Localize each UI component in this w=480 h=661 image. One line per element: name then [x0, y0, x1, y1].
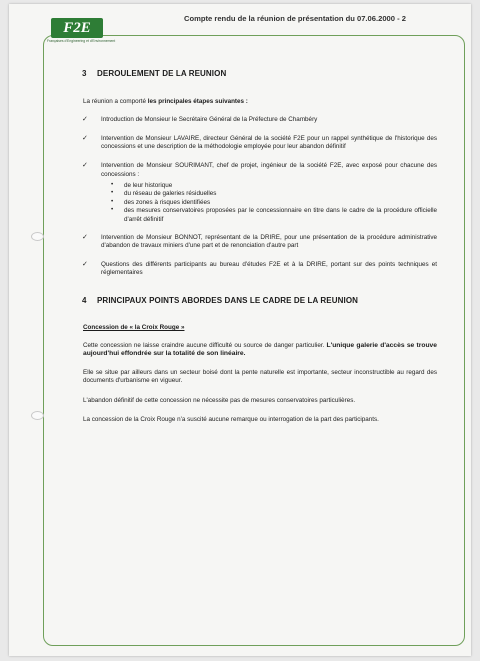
paragraph-text: Cette concession ne laisse craindre aucune difficulté ou source de danger particulier.: [83, 342, 325, 350]
list-item-text: Intervention de Monsieur LAVAIRE, directeur Général de la société F2E pour un rappel synthétique de l'historique des concessions et une description de la méthodologie employée pour leur abandon définitif: [101, 135, 437, 151]
sub-list-item: [111, 199, 437, 207]
paragraph: Elle se situe par ailleurs dans un secteur boisé dont la pente naturelle est importante, secteur inconstructible au regard des documents d'urbanisme en vigueur.: [83, 369, 437, 385]
list-item: [83, 261, 437, 277]
dot-icon: •: [111, 180, 114, 188]
section-3-heading: [82, 70, 437, 78]
paragraph: [83, 342, 437, 358]
sub-item-text: de leur historique: [124, 181, 173, 189]
dot-icon: •: [111, 197, 114, 205]
intro-bold: les principales étapes suivantes :: [147, 98, 248, 106]
sub-list-item: [111, 190, 437, 198]
paragraph: La concession de la Croix Rouge n'a suscité aucune remarque ou interrogation de la part des participants.: [83, 415, 379, 423]
list-item: [83, 135, 437, 151]
section-title: DEROULEMENT DE LA REUNION: [97, 69, 227, 78]
section-number: 3: [82, 69, 87, 78]
paragraph: L'abandon définitif de cette concession ne nécessite pas de mesures conservatoires particulières.: [83, 396, 356, 404]
logo-mark: F2E: [51, 18, 103, 38]
binder-hole-bottom: [31, 411, 44, 420]
section-title: PRINCIPAUX POINTS ABORDES DANS LE CADRE DE LA REUNION: [97, 296, 359, 305]
dot-icon: •: [111, 206, 114, 214]
checkmark-icon: ✓: [82, 116, 88, 124]
list-item: [83, 116, 437, 124]
document-page: [9, 4, 471, 656]
binder-hole-top: [31, 232, 44, 241]
checkmark-icon: ✓: [82, 162, 88, 170]
intro-text: La réunion a comporté: [83, 98, 148, 106]
page-header: Compte rendu de la réunion de présentation du 07.06.2000 - 2: [184, 14, 406, 23]
sub-list-item: [111, 182, 437, 190]
subtitle-text: Concession de « la Croix Rouge »: [83, 324, 185, 332]
concession-subtitle: [83, 324, 437, 332]
page-content: [83, 70, 437, 424]
company-logo: [47, 18, 116, 48]
list-item-text: Introduction de Monsieur le Secrétaire Général de la Préfecture de Chambéry: [101, 116, 318, 124]
sub-item-text: des zones à risques identifiées: [124, 198, 211, 206]
checkmark-icon: ✓: [82, 260, 88, 268]
section-4-heading: [82, 297, 437, 305]
checkmark-icon: ✓: [82, 233, 88, 241]
checkmark-icon: ✓: [82, 135, 88, 143]
paragraph-bold: L'unique galerie d'accès se trouve aujourd'hui effondrée sur la totalité de son linéaire.: [83, 342, 437, 358]
list-item: [83, 234, 437, 250]
sub-list-item: [111, 207, 437, 223]
sub-item-text: des mesures conservatoires proposées par le concessionnaire en titre dans le cadre de la procédure officielle d'arrêt définitif: [124, 207, 437, 223]
list-item: [83, 162, 437, 223]
sub-item-text: du réseau de galeries résiduelles: [124, 190, 217, 198]
logo-tagline: Françaises d'Engineering et d'Environnement: [47, 39, 116, 43]
sub-list: [101, 182, 437, 224]
section-number: 4: [82, 296, 87, 305]
list-item-text: Intervention de Monsieur BONNOT, représentant de la DRIRE, pour une présentation de la procédure administrative d'abandon de travaux miniers d'une part et de renonciation d'autre part: [101, 233, 437, 249]
list-item-text: Questions des différents participants au bureau d'études F2E et à la DRIRE, portant sur des points techniques et réglementaires: [101, 260, 437, 276]
list-item-text: Intervention de Monsieur SOURIMANT, chef de projet, ingénieur de la société F2E, avec exposé pour chacune des concessions :: [101, 162, 437, 178]
section-3-intro: [83, 98, 437, 106]
dot-icon: •: [111, 189, 114, 197]
